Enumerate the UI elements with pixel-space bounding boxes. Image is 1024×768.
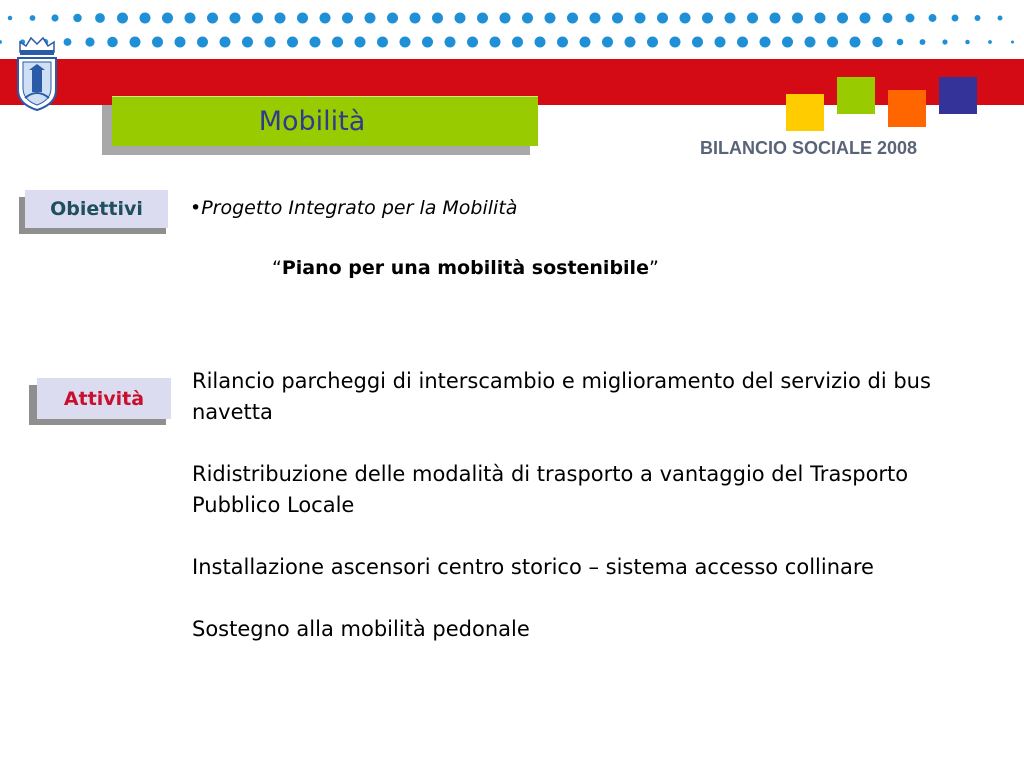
decorative-dot — [567, 13, 578, 24]
decorative-dot — [770, 13, 781, 24]
decorative-dot — [242, 37, 253, 48]
decorative-dot — [920, 39, 926, 45]
report-subtitle: BILANCIO SOCIALE 2008 — [700, 138, 918, 158]
decorative-dot — [252, 13, 263, 24]
quote-open: “ — [272, 257, 282, 279]
decorative-dot — [51, 14, 58, 21]
page-title: Mobilità — [258, 106, 366, 137]
decorative-dot — [929, 14, 937, 22]
quote-close: ” — [648, 257, 659, 279]
decorative-dot — [73, 14, 81, 22]
decorative-dot — [522, 13, 533, 24]
decorative-dot — [635, 13, 646, 24]
decorative-dot — [580, 37, 591, 48]
decorative-dot — [906, 14, 915, 23]
decorative-dot — [670, 37, 681, 48]
decorative-dot — [477, 13, 488, 24]
activities-list — [192, 366, 972, 676]
decorative-dot — [965, 40, 969, 44]
decorative-dot — [805, 37, 816, 48]
decorative-dot — [467, 37, 478, 48]
decorative-dot — [602, 37, 613, 48]
decorative-dot — [432, 13, 443, 24]
decorative-dot — [287, 37, 298, 48]
decorative-dot — [647, 37, 658, 48]
decorative-dot — [500, 13, 511, 24]
decorative-square-green — [837, 77, 875, 114]
decorative-dot — [792, 13, 803, 24]
decorative-dot — [612, 13, 623, 24]
decorative-dot — [837, 13, 848, 24]
decorative-dot — [860, 13, 871, 24]
decorative-dot — [725, 13, 736, 24]
decorative-dot — [85, 37, 94, 46]
decorative-dot — [130, 37, 141, 48]
decorative-dot — [872, 37, 882, 47]
decorative-dot — [185, 13, 196, 24]
decorative-dot — [545, 13, 556, 24]
activity-item: Rilancio parcheggi di interscambio e miglioramento del servizio di bus navetta — [192, 369, 931, 424]
activity-item: Ridistribuzione delle modalità di trasporto a vantaggio del Trasporto Pubblico Locale — [192, 462, 909, 517]
decorative-dot — [827, 37, 838, 48]
decorative-dot — [782, 37, 793, 48]
objective-subitem — [272, 257, 659, 279]
decorative-dot — [883, 13, 893, 23]
decorative-dot — [998, 16, 1003, 21]
objective-item-text: Progetto Integrato per la Mobilità — [201, 197, 518, 219]
decorative-dot — [747, 13, 758, 24]
objective-subitem-text: Piano per una mobilità sostenibile — [281, 257, 649, 279]
decorative-dot — [162, 13, 173, 24]
decorative-dot — [152, 37, 163, 48]
decorative-dot — [897, 39, 904, 46]
decorative-dot — [952, 15, 959, 22]
decorative-square-orange — [888, 90, 926, 127]
decorative-dot — [265, 37, 276, 48]
decorative-dot — [590, 13, 601, 24]
decorative-dot — [657, 13, 668, 24]
decorative-dot — [692, 37, 703, 48]
activities-label: Attività — [37, 378, 171, 419]
decorative-dot — [275, 13, 286, 24]
decorative-dot — [8, 16, 12, 20]
decorative-dot — [365, 13, 376, 24]
decorative-dot — [850, 37, 861, 48]
activity-item: Sostegno alla mobilità pedonale — [192, 617, 530, 641]
city-crest-icon — [10, 30, 64, 116]
decorative-dot — [342, 13, 353, 24]
decorative-dot — [95, 13, 105, 23]
decorative-dot — [815, 13, 826, 24]
decorative-dot — [557, 37, 568, 48]
decorative-dot — [680, 13, 691, 24]
decorative-dot — [988, 40, 992, 44]
decorative-dot — [702, 13, 713, 24]
objective-item — [190, 197, 517, 219]
decorative-dot — [230, 13, 241, 24]
decorative-dot — [942, 39, 947, 44]
decorative-dot — [400, 37, 411, 48]
decorative-dot — [737, 37, 748, 48]
decorative-dot — [175, 37, 186, 48]
title-box — [112, 96, 538, 146]
decorative-dot — [760, 37, 771, 48]
decorative-dot — [297, 13, 308, 24]
decorative-dot — [377, 37, 388, 48]
decorative-dot — [30, 15, 36, 21]
bullet-icon: • — [190, 197, 202, 219]
decorative-dot — [197, 37, 208, 48]
decorative-square-yellow — [786, 94, 824, 131]
decorative-dot — [1011, 40, 1014, 43]
dotted-header-pattern — [0, 0, 1024, 56]
decorative-dot — [625, 37, 636, 48]
decorative-dot — [455, 13, 466, 24]
decorative-dot — [512, 37, 523, 48]
activity-item: Installazione ascensori centro storico – sistema accesso collinare — [192, 555, 874, 579]
decorative-dot — [0, 40, 2, 44]
decorative-dot — [320, 13, 331, 24]
decorative-dot — [975, 15, 981, 21]
decorative-dot — [107, 37, 118, 48]
decorative-square-blue — [939, 77, 977, 114]
decorative-dot — [117, 13, 128, 24]
objectives-label: Obiettivi — [25, 190, 168, 228]
decorative-dot — [490, 37, 501, 48]
decorative-dot — [535, 37, 546, 48]
decorative-dot — [207, 13, 218, 24]
decorative-dot — [220, 37, 231, 48]
decorative-dot — [64, 38, 72, 46]
decorative-dot — [387, 13, 398, 24]
decorative-dot — [332, 37, 343, 48]
decorative-dot — [410, 13, 421, 24]
decorative-dot — [445, 37, 456, 48]
decorative-dot — [715, 37, 726, 48]
decorative-dot — [355, 37, 366, 48]
decorative-dot — [422, 37, 433, 48]
decorative-dot — [310, 37, 321, 48]
decorative-dot — [140, 13, 151, 24]
